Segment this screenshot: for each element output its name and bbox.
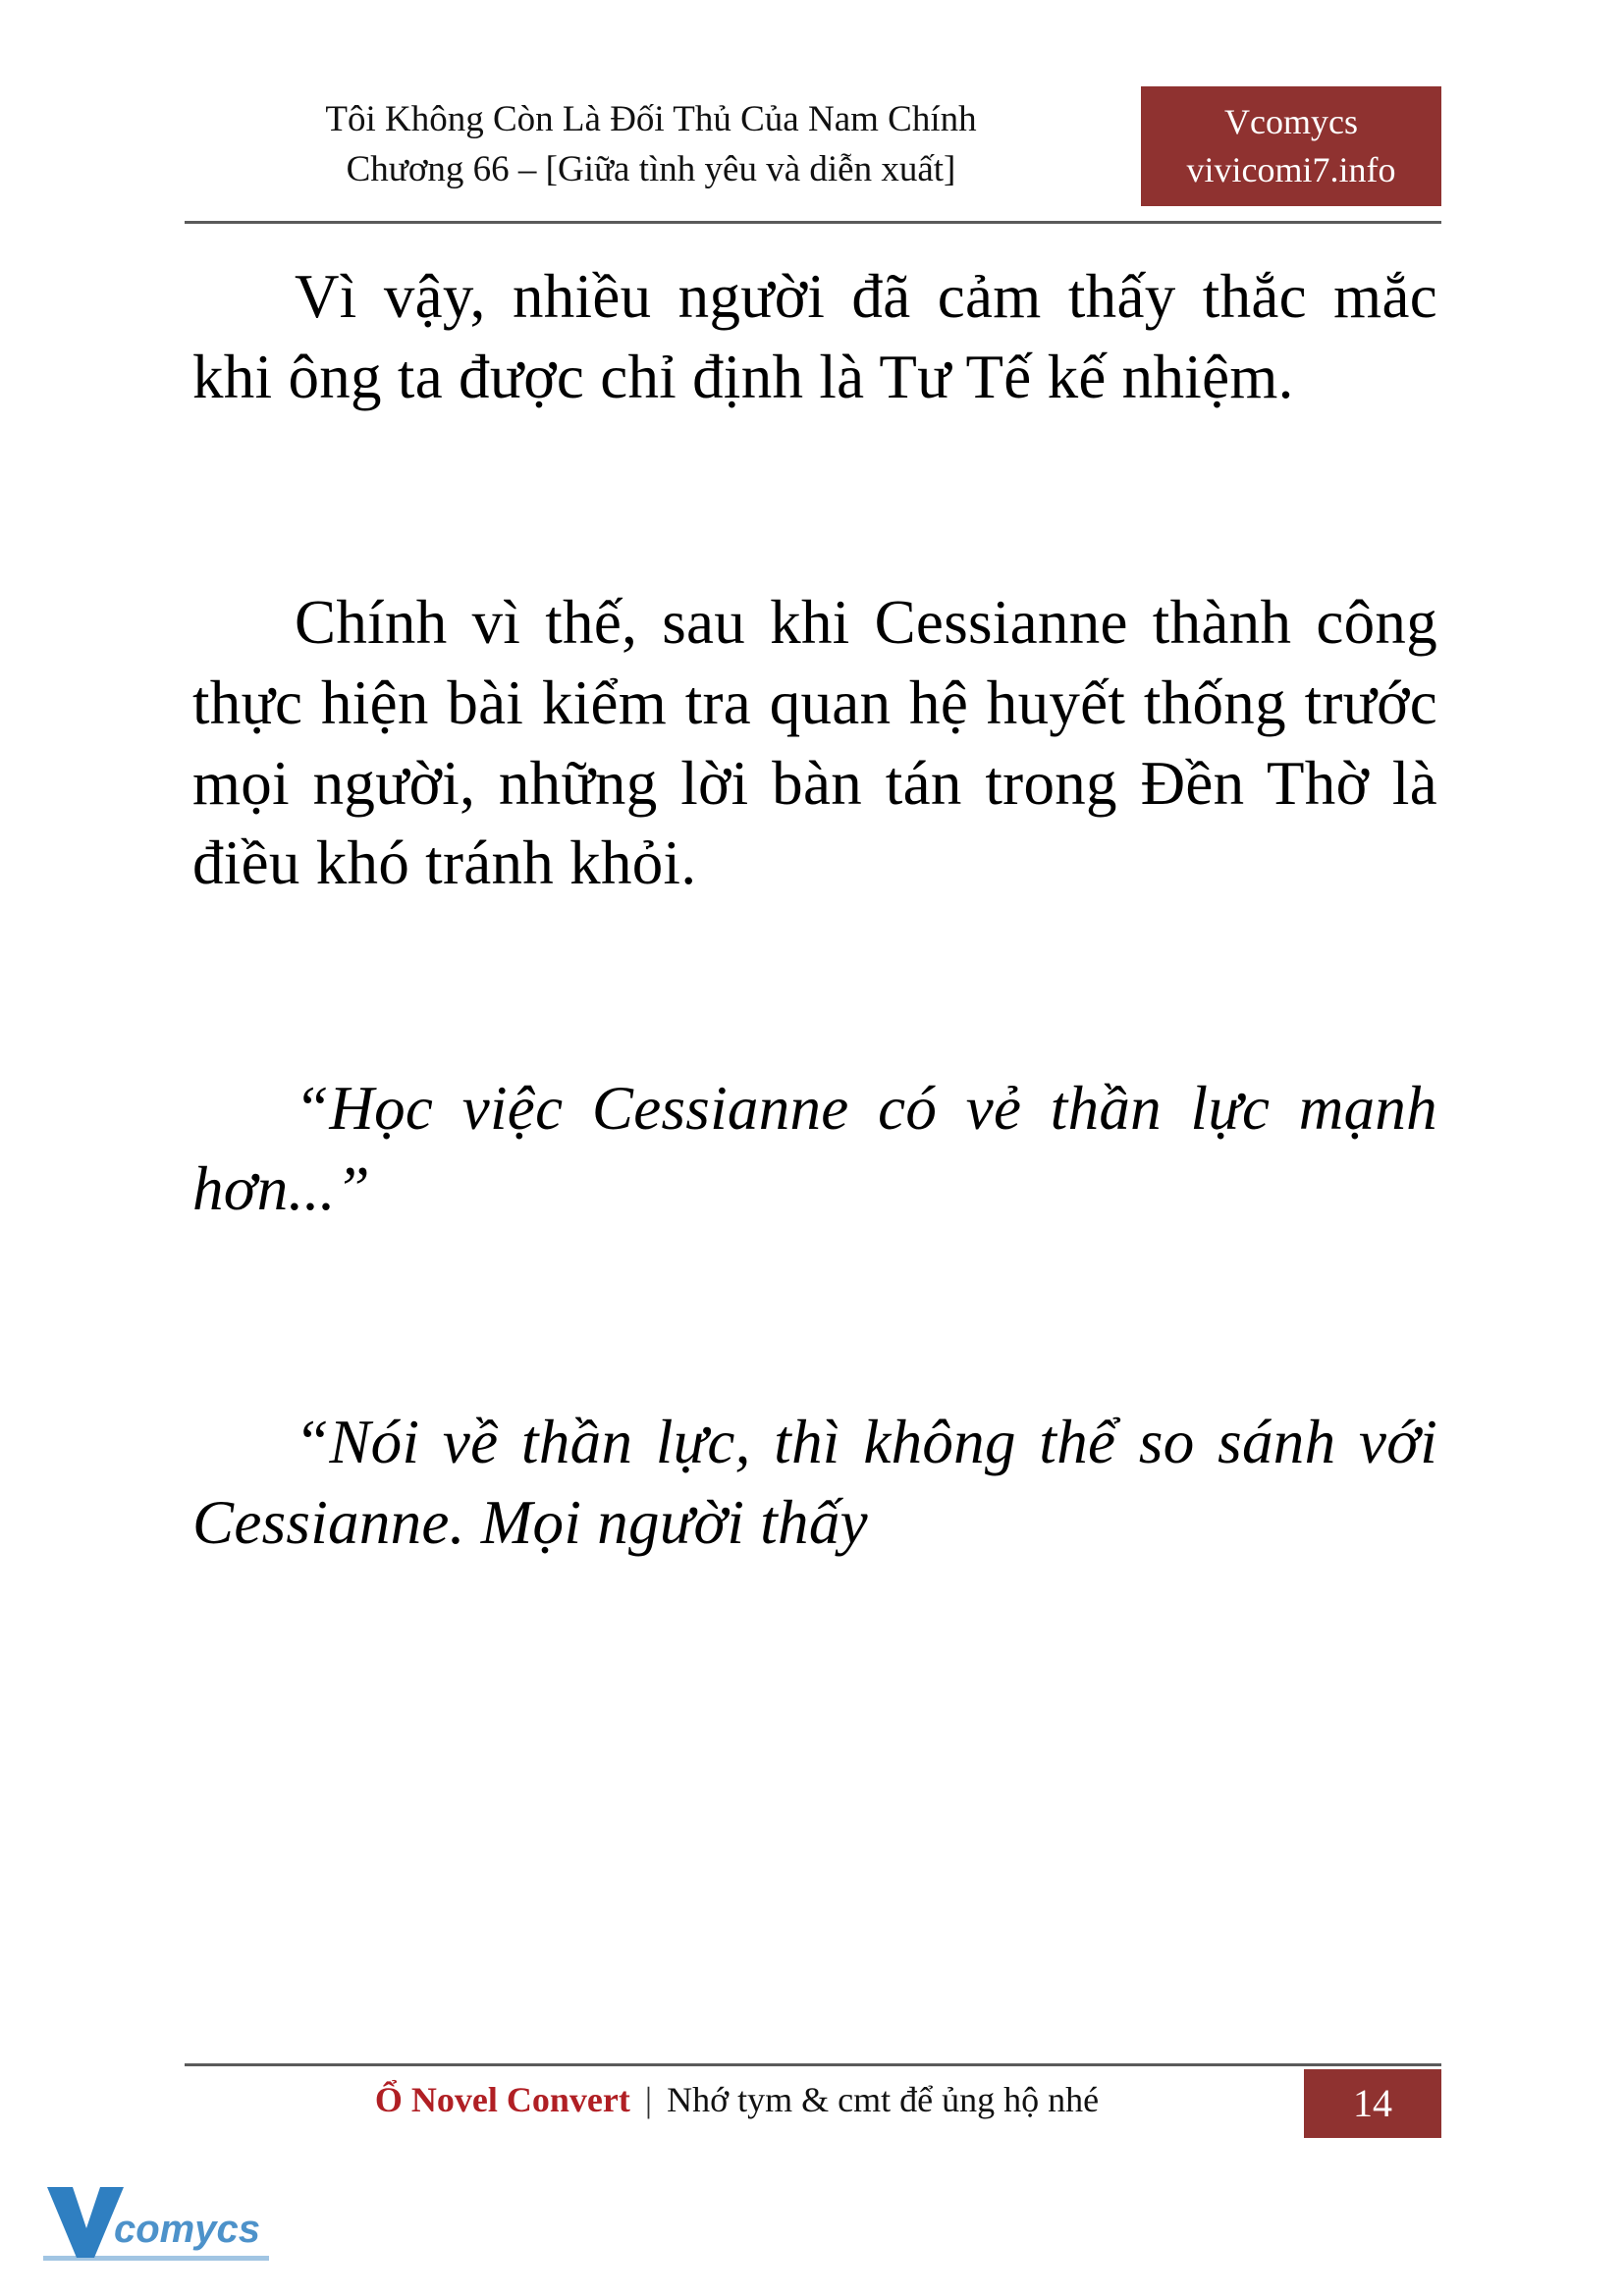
footer-brand: Ổ Novel Convert — [374, 2080, 630, 2119]
site-badge[interactable] — [1141, 86, 1441, 206]
page-header — [185, 94, 1441, 222]
header-title-line-2: Chương 66 – [Giữa tình yêu và diễn xuất] — [346, 149, 956, 190]
site-badge-url: vivicomi7.info — [1186, 149, 1396, 189]
paragraph: Chính vì thế, sau khi Cessianne thành công thực hiện bài kiểm tra quan hệ huyết thống trước mọi người, những lời bàn tán trong Đền Thờ là điều khó tránh khỏi. — [192, 587, 1437, 898]
paragraph-spacer — [192, 975, 1437, 1069]
header-title-line-1: Tôi Không Còn Là Đối Thủ Của Nam Chính — [325, 99, 977, 139]
footer-divider — [185, 2063, 1441, 2066]
page-number-badge: 14 — [1304, 2069, 1441, 2138]
vcomycs-watermark-logo — [43, 2181, 269, 2264]
paragraph-spacer — [192, 1301, 1437, 1403]
footer-credits — [185, 2079, 1289, 2120]
footer-separator: | — [644, 2080, 653, 2119]
header-title — [185, 94, 1117, 194]
site-badge-name: Vcomycs — [1224, 102, 1358, 141]
dialogue-paragraph: “Nói về thần lực, thì không thể so sánh với Cessianne. Mọi người thấy — [192, 1408, 1437, 1558]
footer-note: Nhớ tym & cmt để ủng hộ nhé — [667, 2080, 1100, 2119]
svg-text:comycs: comycs — [114, 2208, 260, 2251]
paragraph-spacer — [192, 489, 1437, 583]
dialogue-paragraph: “Học việc Cessianne có vẻ thần lực mạnh hơn...” — [192, 1074, 1437, 1224]
page-content — [192, 257, 1437, 1634]
header-divider — [185, 221, 1441, 224]
page-footer — [185, 2071, 1441, 2140]
paragraph: Vì vậy, nhiều người đã cảm thấy thắc mắc khi ông ta được chỉ định là Tư Tế kế nhiệm. — [192, 262, 1437, 411]
